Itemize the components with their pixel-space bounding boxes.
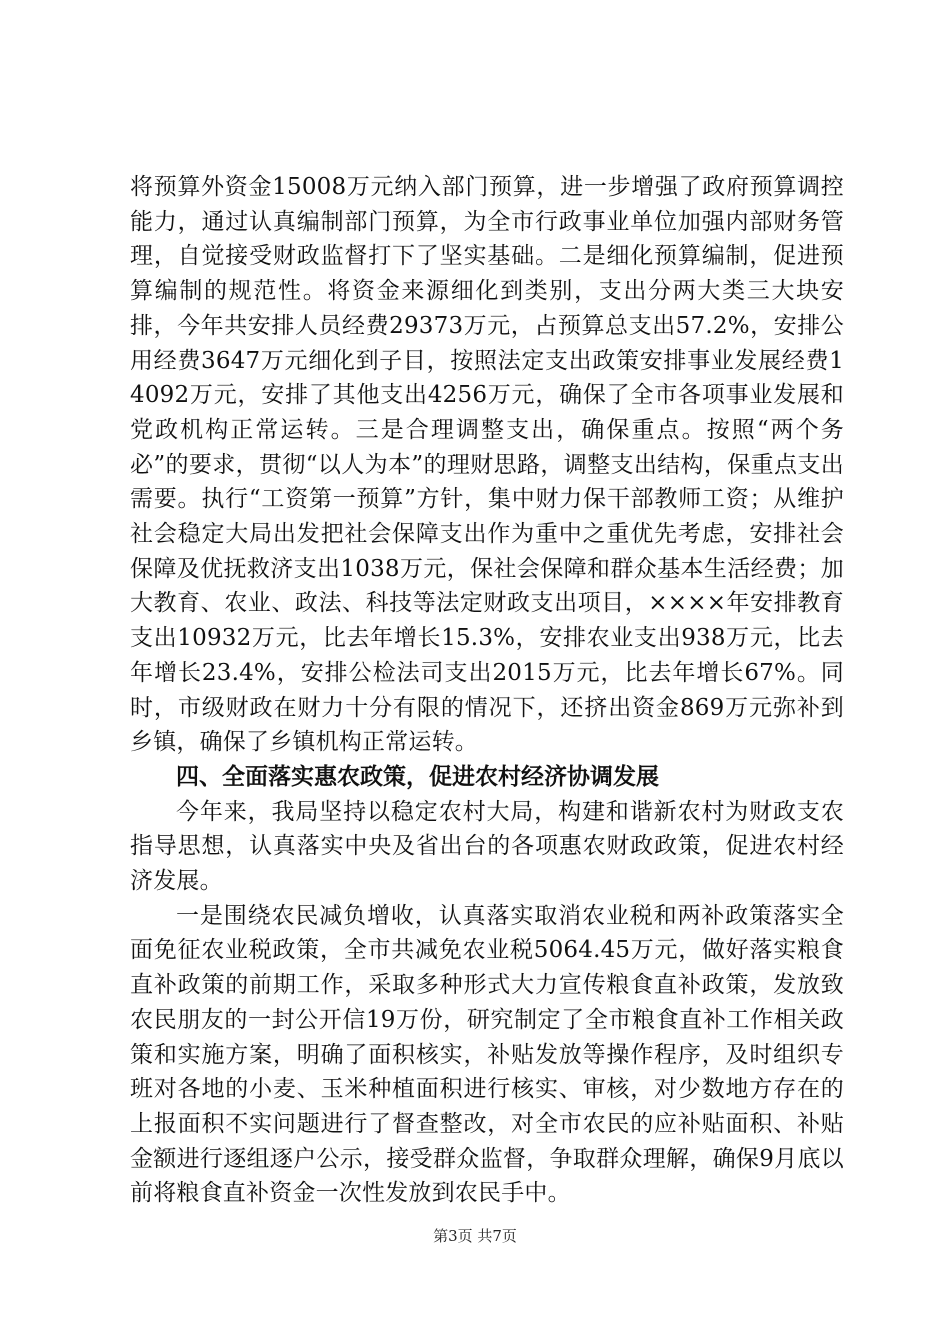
section-heading: 四、全面落实惠农政策，促进农村经济协调发展 [176,763,659,790]
page-footer: 第3页 共7页 [433,1227,517,1245]
body-paragraph: 将预算外资金15008万元纳入部门预算，进一步增强了政府预算调控能力，通过认真编制部门预算，为全市行政事业单位加强内部财务管理，自觉接受财政监督打下了坚实基础。二是细化预算编制，促进预算编制的规范性。将资金来源细化到类别，支出分两大类三大块安排，今年共安排人员经费29373万元，占预算总支出57.2%，安排公用经费3647万元细化到子目，按照法定支出政策安排事业发展经费14092万元，安排了其他支出4256万元，确保了全市各项事业发展和党政机构正常运转。三是合理调整支出，确保重点。按照“两个务必”的要求，贯彻“以人为本”的理财思路，调整支出结构，保重点支出需要。执行“工资第一预算”方针，集中财力保干部教师工资；从维护社会稳定大局出发把社会保障支出作为重中之重优先考虑，安排社会保障及优抚救济支出1038万元，保社会保障和群众基本生活经费；加大教育、农业、政法、科技等法定财政支出项目，××××年安排教育支出10932万元，比去年增长15.3%，安排农业支出938万元，比去年增长23.4%，安排公检法司支出2015万元，比去年增长67%。同时，市级财政在财力十分有限的情况下，还挤出资金869万元弥补到乡镇，确保了乡镇机构正常运转。 [130,174,844,756]
document-body [130,170,844,1211]
body-paragraph: 一是围绕农民减负增收，认真落实取消农业税和两补政策落实全面免征农业税政策，全市共减免农业税5064.45万元，做好落实粮食直补政策的前期工作，采取多种形式大力宣传粮食直补政策，发放致农民朋友的一封公开信19万份，研究制定了全市粮食直补工作相关政策和实施方案，明确了面积核实，补贴发放等操作程序，及时组织专班对各地的小麦、玉米种植面积进行核实、审核，对少数地方存在的上报面积不实问题进行了督查整改，对全市农民的应补贴面积、补贴金额进行逐组逐户公示，接受群众监督，争取群众理解，确保9月底以前将粮食直补资金一次性发放到农民手中。 [130,902,844,1207]
body-paragraph: 今年来，我局坚持以稳定农村大局，构建和谐新农村为财政支农指导思想，认真落实中央及省出台的各项惠农财政政策，促进农村经济发展。 [130,798,844,895]
